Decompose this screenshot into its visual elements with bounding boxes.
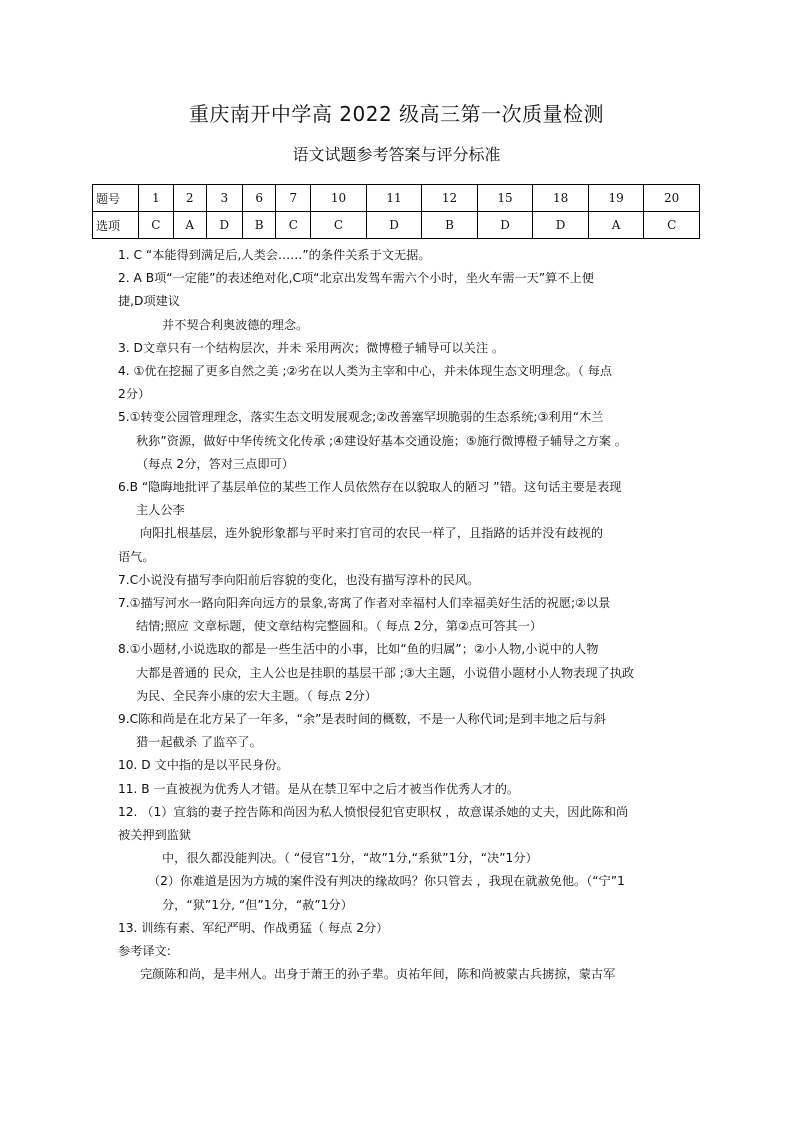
question-number: 7 [276,185,311,212]
question-number: 19 [588,185,644,212]
explanation-line: 捷,D项建议 [118,294,181,309]
explanation-line: 被关押到监狱 [118,828,192,843]
explanation-line: 结情;照应 文章标题，使文章结构完整圆和。（ 每点 2分，第②点可答其一） [136,619,543,634]
answer-table-option-row [93,212,700,239]
explanation-line: 参考译文: [118,944,171,959]
option-row-label: 选项 [93,212,139,239]
answer-option: B [242,212,276,239]
document-subtitle: 语文试题参考答案与评分标准 [292,145,501,164]
answer-option: A [173,212,206,239]
question-number: 6 [242,185,276,212]
explanation-line: 3. D文章只有一个结构层次，并未 采用两次；微博橙子辅导可以关注 。 [118,340,505,355]
explanation-line: 6.B “隐晦地批评了基层单位的某些工作人员依然存在以貌取人的陋习 ”错。这句话主要是表现 [118,480,622,495]
question-number: 15 [477,185,533,212]
question-number: 12 [422,185,478,212]
explanation-line: 7.①描写河水一路向阳奔向远方的景象,寄寓了作者对幸福村人们幸福美好生活的祝愿;②以景 [118,596,611,611]
question-number: 3 [206,185,242,212]
question-number: 2 [173,185,206,212]
question-number: 20 [644,185,700,212]
question-number: 18 [533,185,589,212]
answer-table [92,184,700,239]
explanation-line: 8.①小题材,小说选取的都是一些生活中的小事，比如“鱼的归属”；②小人物,小说中的人物 [118,642,599,657]
document-title: 重庆南开中学高 2022 级高三第一次质量检测 [188,102,605,126]
answer-option: B [422,212,478,239]
explanation-line: 大都是普通的 民众，主人公也是挂职的基层干部 ;③大主题，小说借小题材小人物表现了执政 [136,665,635,680]
question-number: 1 [139,185,174,212]
explanation-line: 9.C陈和尚是在北方呆了一年多，“余”是表时间的概数，不是一人称代词;是到丰地之后与斜 [118,712,606,727]
explanation-line: 11. B 一直被视为优秀人才错。是从在禁卫军中之后才被当作优秀人才的。 [118,781,520,796]
explanation-line: 2分） [118,387,151,402]
explanation-line: 12. （1）宣翁的妻子控告陈和尚因为私人愤恨侵犯官吏职权 ，故意谋杀她的丈夫，因此陈和尚 [118,804,629,819]
explanation-line: 1. C “本能得到满足后,人类会……”的条件关系于文无据。 [118,248,431,262]
explanation-line: 13. 训练有素、军纪严明、作战勇猛（ 每点 2分） [118,920,389,935]
explanation-line: 并不契合利奥波德的理念。 [162,317,309,332]
explanation-line: （2）你难道是因为方城的案件没有判决的缘故吗？你只管去 ，我现在就赦免他。（“宁”1 [148,874,625,889]
answer-option: C [139,212,174,239]
explanation-line: 完颜陈和尚，是丰州人。出身于萧王的孙子辈。贞祐年间，陈和尚被蒙古兵掳掠，蒙古军 [140,967,616,982]
explanation-line: （每点 2分，答对三点即可） [136,456,294,471]
answer-option: D [477,212,533,239]
explanation-line: 4. ①优在挖掘了更多自然之美 ;②劣在以人类为主宰和中心，并未体现生态文明理念。（ 每点 [118,364,613,379]
explanation-line: 主人公李 [136,503,185,518]
number-row-label: 题号 [93,185,139,212]
answer-option: C [311,212,367,239]
explanation-line: 向阳扎根基层，连外貌形象都与平时来打官司的农民一样了，且指路的话并没有歧视的 [140,526,604,541]
explanation-line: 2. A B项“一定能”的表述绝对化,C项“北京出发驾车需六个小时，坐火车需一天”算不上便 [118,271,594,286]
answer-option: A [588,212,644,239]
answer-option: D [366,212,422,239]
question-number: 11 [366,185,422,212]
explanation-line: 猎一起截杀 了监卒了。 [136,735,262,750]
explanation-line: 分，“狱”1分, “但”1分，“赦”1分） [162,897,353,912]
explanation-line: 10. D 文中指的是以平民身份。 [118,758,289,773]
answer-option: D [206,212,242,239]
answer-explanations [118,244,678,987]
answer-option: D [533,212,589,239]
answer-option: C [644,212,700,239]
explanation-line: 中，很久都没能判决。（ “侵官”1分，“故”1分,“系狱”1分，“决”1分） [162,851,538,866]
explanation-line: 秋狝”资源，做好中华传统文化传承 ;④建设好基本交通设施；⑤施行微博橙子辅导之方案 。 [136,433,627,448]
answer-table-number-row [93,185,700,212]
answer-option: C [276,212,311,239]
explanation-line: 语气。 [118,549,155,564]
question-number: 10 [311,185,367,212]
explanation-line: 5.①转变公园管理理念，落实生态文明发展观念;②改善塞罕坝脆弱的生态系统;③利用“木兰 [118,410,604,425]
explanation-line: 7.C小说没有描写李向阳前后容貌的变化，也没有描写淳朴的民风。 [118,572,480,587]
explanation-line: 为民、全民奔小康的宏大主题。（ 每点 2分） [136,688,377,703]
